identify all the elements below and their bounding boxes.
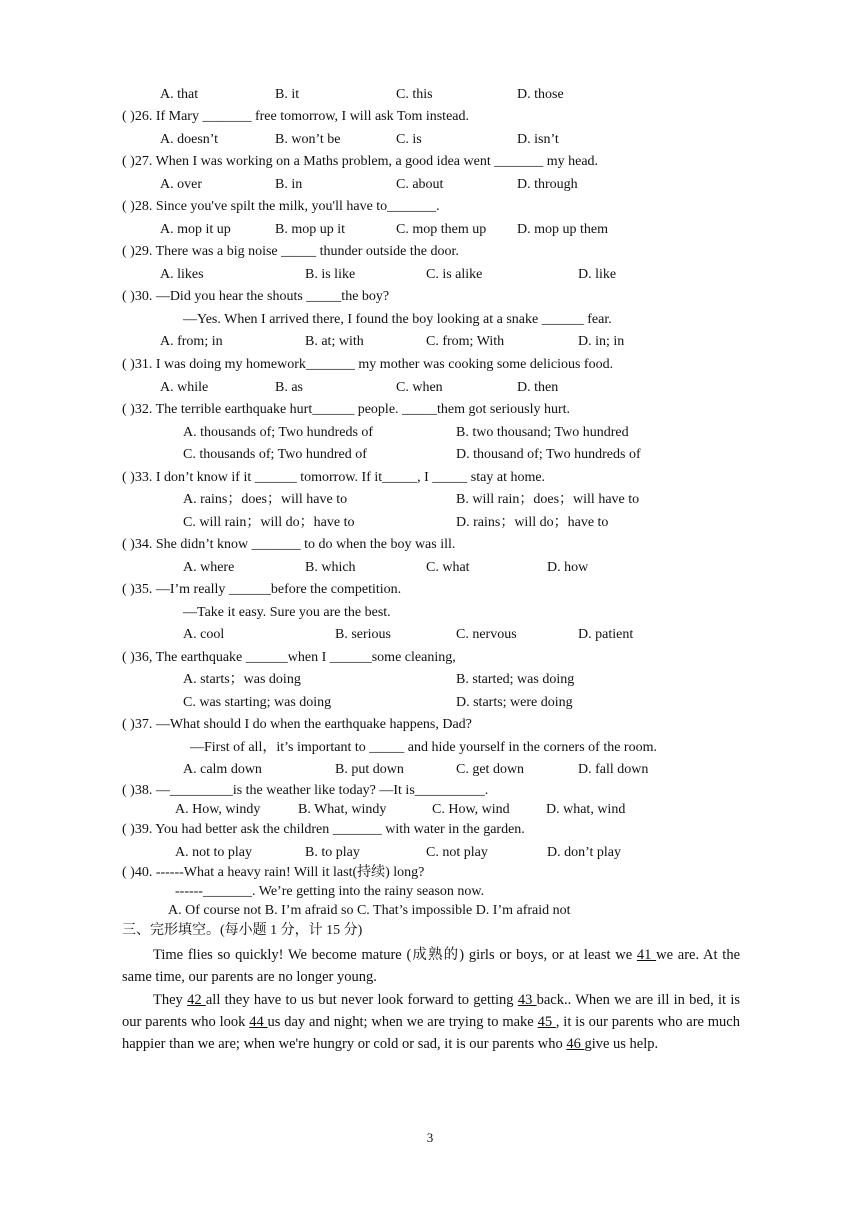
passage-text: give us help. bbox=[584, 1036, 659, 1052]
passage-text: back.. When we are ill in bed, it is our parents who look bbox=[122, 992, 741, 1030]
answer-option: B. it bbox=[275, 87, 300, 102]
answer-option: D. thousand of; Two hundreds of bbox=[456, 447, 641, 462]
answer-option: C. not play bbox=[426, 845, 488, 860]
answer-option: B. which bbox=[305, 560, 356, 575]
answer-option: C. what bbox=[426, 560, 470, 575]
answer-option: A. from; in bbox=[160, 334, 223, 349]
answer-option: B. at; with bbox=[305, 334, 364, 349]
answer-option: D. those bbox=[517, 87, 564, 102]
cloze-blank: 45 bbox=[537, 1014, 556, 1030]
answer-option: A. cool bbox=[183, 627, 225, 642]
text-line: ( )26. If Mary _______ free tomorrow, I will ask Tom instead. bbox=[122, 109, 469, 124]
answer-option: A. while bbox=[160, 380, 209, 395]
passage-paragraph bbox=[122, 989, 740, 1055]
answer-option: B. will rain；does；will have to bbox=[456, 492, 640, 507]
answer-option: C. thousands of; Two hundred of bbox=[183, 447, 367, 462]
text-line: —First of all，it’s important to _____ and hide yourself in the corners of the room. bbox=[190, 740, 657, 755]
text-line: ( )40. ------What a heavy rain! Will it last(持续) long? bbox=[122, 865, 425, 880]
answer-option: C. get down bbox=[456, 762, 525, 777]
text-line: ( )31. I was doing my homework_______ my mother was cooking some delicious food. bbox=[122, 357, 614, 372]
answer-option: B. as bbox=[275, 380, 303, 395]
text-line: ( )29. There was a big noise _____ thunder outside the door. bbox=[122, 244, 459, 259]
passage-text: , it is our parents who are much happier than we are; when we're hungry or cold or sad, it is our parents who bbox=[122, 1014, 740, 1052]
answer-option: D. how bbox=[547, 560, 589, 575]
answer-option: C. is bbox=[396, 132, 422, 147]
answer-option: A. over bbox=[160, 177, 202, 192]
text-line: ( )37. —What should I do when the earthquake happens, Dad? bbox=[122, 717, 472, 732]
cloze-blank: 44 bbox=[249, 1014, 268, 1030]
answer-option: B. two thousand; Two hundred bbox=[456, 425, 629, 440]
answer-option: B. serious bbox=[335, 627, 391, 642]
answer-option: D. rains；will do；have to bbox=[456, 515, 609, 530]
answer-option: B. mop up it bbox=[275, 222, 346, 237]
answer-option: D. starts; were doing bbox=[456, 695, 573, 710]
text-line: 三、完形填空。(每小题 1 分，计 15 分) bbox=[122, 923, 363, 938]
answer-option: B. is like bbox=[305, 267, 356, 282]
text-line: ( )32. The terrible earthquake hurt______ people. _____them got seriously hurt. bbox=[122, 402, 571, 417]
answer-option: D. mop up them bbox=[517, 222, 608, 237]
answer-option: C. was starting; was doing bbox=[183, 695, 332, 710]
cloze-blank: 42 bbox=[187, 992, 206, 1008]
text-line: ( )28. Since you've spilt the milk, you'll have to_______. bbox=[122, 199, 440, 214]
text-line: ------_______. We’re getting into the rainy season now. bbox=[175, 884, 485, 899]
answer-option: A. mop it up bbox=[160, 222, 231, 237]
text-line: ( )33. I don’t know if it ______ tomorrow. If it_____, I _____ stay at home. bbox=[122, 470, 546, 485]
answer-option: D. fall down bbox=[578, 762, 649, 777]
text-line: —Yes. When I arrived there, I found the boy looking at a snake ______ fear. bbox=[183, 312, 612, 327]
answer-option: C. when bbox=[396, 380, 443, 395]
text-line: ( )35. —I’m really ______before the competition. bbox=[122, 582, 402, 597]
answer-option: B. in bbox=[275, 177, 303, 192]
text-line: ( )34. She didn’t know _______ to do when the boy was ill. bbox=[122, 537, 456, 552]
answer-option: A. thousands of; Two hundreds of bbox=[183, 425, 374, 440]
answer-option: B. put down bbox=[335, 762, 404, 777]
passage-text: us day and night; when we are trying to make bbox=[267, 1014, 538, 1030]
answer-option: B. started; was doing bbox=[456, 672, 575, 687]
page-number: 3 bbox=[426, 1130, 434, 1145]
text-line: A. Of course not B. I’m afraid so C. That’s impossible D. I’m afraid not bbox=[168, 903, 571, 918]
answer-option: C. from; With bbox=[426, 334, 505, 349]
answer-option: C. this bbox=[396, 87, 433, 102]
passage-text: we are. At the same time, our parents are no longer young. bbox=[122, 947, 741, 985]
answer-option: A. doesn’t bbox=[160, 132, 219, 147]
answer-option: A. not to play bbox=[175, 845, 252, 860]
answer-option: A. calm down bbox=[183, 762, 262, 777]
answer-option: C. about bbox=[396, 177, 444, 192]
cloze-blank: 41 bbox=[636, 947, 657, 963]
answer-option: D. in; in bbox=[578, 334, 625, 349]
answer-option: D. isn’t bbox=[517, 132, 559, 147]
answer-option: C. mop them up bbox=[396, 222, 487, 237]
cloze-blank: 46 bbox=[566, 1036, 585, 1052]
answer-option: B. to play bbox=[305, 845, 360, 860]
answer-option: D. then bbox=[517, 380, 559, 395]
answer-option: B. What, windy bbox=[298, 802, 387, 817]
answer-option: A. likes bbox=[160, 267, 204, 282]
passage-paragraph bbox=[122, 944, 740, 988]
answer-option: D. through bbox=[517, 177, 578, 192]
text-line: ( )39. You had better ask the children _______ with water in the garden. bbox=[122, 822, 525, 837]
text-line: ( )36, The earthquake ______when I ______some cleaning, bbox=[122, 650, 456, 665]
answer-option: C. will rain；will do；have to bbox=[183, 515, 355, 530]
answer-option: B. won’t be bbox=[275, 132, 341, 147]
passage-text: all they have to us but never look forward to getting bbox=[205, 992, 518, 1008]
answer-option: A. that bbox=[160, 87, 199, 102]
answer-option: A. How, windy bbox=[175, 802, 261, 817]
passage-text: Time flies so quickly! We become mature (成熟的) girls or boys, or at least we bbox=[153, 947, 637, 963]
text-line: —Take it easy. Sure you are the best. bbox=[183, 605, 391, 620]
text-line: ( )38. —_________is the weather like today? —It is__________. bbox=[122, 783, 489, 798]
answer-option: D. patient bbox=[578, 627, 634, 642]
answer-option: D. don’t play bbox=[547, 845, 622, 860]
cloze-blank: 43 bbox=[517, 992, 537, 1008]
answer-option: A. starts；was doing bbox=[183, 672, 301, 687]
answer-option: D. what, wind bbox=[546, 802, 626, 817]
answer-option: A. rains；does；will have to bbox=[183, 492, 348, 507]
text-line: ( )27. When I was working on a Maths problem, a good idea went _______ my head. bbox=[122, 154, 599, 169]
passage-text: They bbox=[153, 992, 188, 1008]
answer-option: C. nervous bbox=[456, 627, 517, 642]
answer-option: C. is alike bbox=[426, 267, 483, 282]
answer-option: D. like bbox=[578, 267, 617, 282]
answer-option: C. How, wind bbox=[432, 802, 510, 817]
text-line: ( )30. —Did you hear the shouts _____the boy? bbox=[122, 289, 390, 304]
answer-option: A. where bbox=[183, 560, 235, 575]
